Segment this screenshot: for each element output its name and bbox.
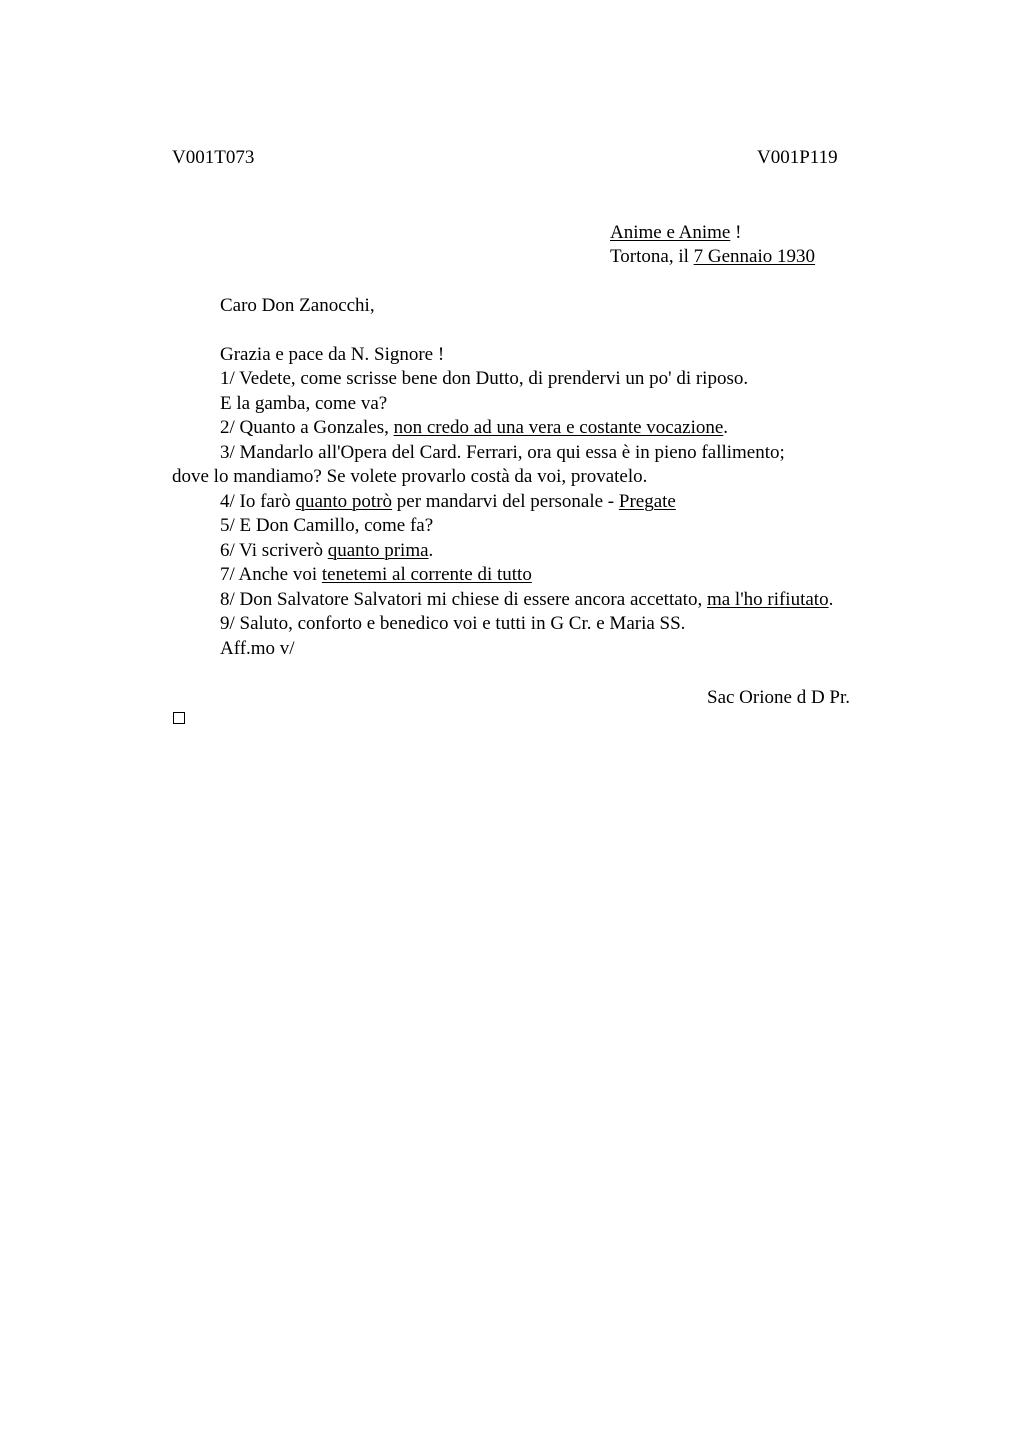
greeting: Grazia e pace da N. Signore !	[220, 344, 445, 365]
point-6	[220, 539, 433, 563]
salutation: Caro Don Zanocchi,	[220, 295, 375, 316]
point-6-suffix: .	[428, 540, 434, 561]
signature: Sac Orione d D Pr.	[707, 687, 851, 708]
document-code-left: V001T073	[172, 147, 255, 168]
point-1: 1/ Vedete, come scrisse bene don Dutto, di prendervi un po' di riposo.	[220, 368, 749, 389]
point-8	[220, 588, 833, 612]
point-4	[220, 490, 676, 514]
point-8-suffix: .	[828, 589, 834, 610]
point-2-prefix: 2/ Quanto a Gonzales,	[220, 417, 394, 438]
point-4-emphasis-2: Pregate	[618, 491, 676, 512]
dateline	[610, 245, 815, 269]
point-8-emphasis: ma l'ho rifiutato	[706, 589, 829, 610]
point-6-emphasis: quanto prima	[327, 540, 429, 561]
point-7	[220, 563, 532, 587]
point-8-prefix: 8/ Don Salvatore Salvatori mi chiese di essere ancora accettato,	[220, 589, 707, 610]
point-2-emphasis: non credo ad una vera e costante vocazione	[393, 417, 724, 438]
point-4-prefix: 4/ Io farò	[220, 491, 296, 512]
closing: Aff.mo v/	[220, 638, 295, 659]
place-prefix: Tortona, il	[610, 246, 694, 267]
point-5: 5/ E Don Camillo, come fa?	[220, 515, 434, 536]
letter-date: 7 Gennaio 1930	[693, 246, 816, 267]
point-7-prefix: 7/ Anche voi	[220, 564, 322, 585]
point-9: 9/ Saluto, conforto e benedico voi e tutti in G Cr. e Maria SS.	[220, 613, 686, 634]
motto-suffix: !	[730, 222, 742, 243]
point-2-suffix: .	[723, 417, 729, 438]
empty-box-icon	[173, 712, 185, 724]
motto: Anime e Anime	[610, 222, 731, 243]
point-3-line-1: 3/ Mandarlo all'Opera del Card. Ferrari, ora qui essa è in pieno fallimento;	[220, 442, 785, 463]
point-6-prefix: 6/ Vi scriverò	[220, 540, 328, 561]
point-4-middle: per mandarvi del personale -	[392, 491, 619, 512]
point-4-emphasis-1: quanto potrò	[295, 491, 393, 512]
document-code-right: V001P119	[757, 147, 838, 168]
point-1-continuation: E la gamba, come va?	[220, 393, 388, 414]
point-7-emphasis: tenetemi al corrente di tutto	[321, 564, 532, 585]
motto-line	[610, 221, 741, 245]
point-3-line-2: dove lo mandiamo? Se volete provarlo costà da voi, provatelo.	[172, 466, 648, 487]
point-2	[220, 416, 728, 440]
